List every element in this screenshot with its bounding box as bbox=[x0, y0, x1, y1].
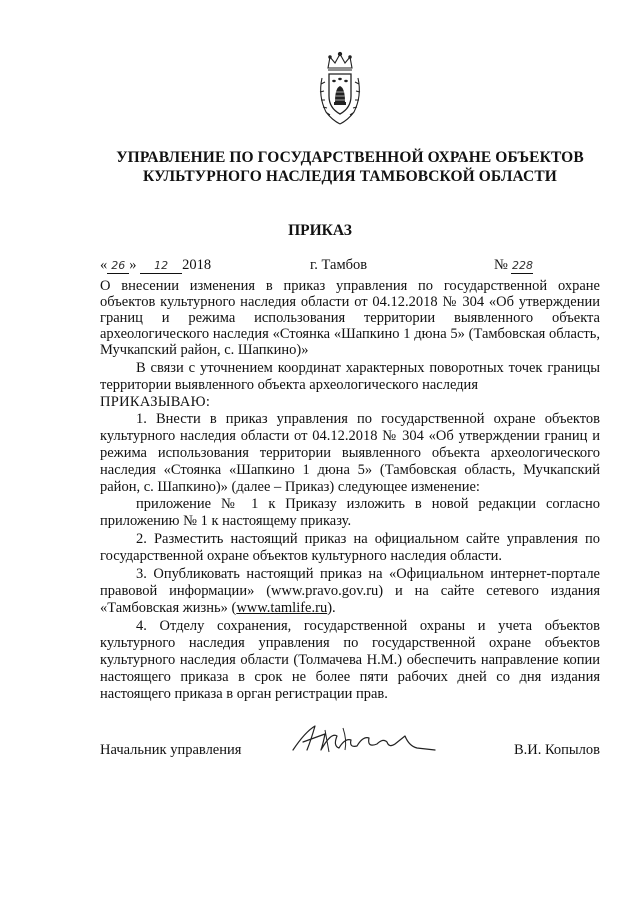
order-word: ПРИКАЗЫВАЮ: bbox=[100, 394, 211, 410]
item-1: 1. Внести в приказ управления по государственной охране объектов культурного наследия области от 04.12.2018 № 304 «Об утверждении границ и режима использования территории выявленного объекта археологического наследия «Стоянка «Шапкино 1 дюна 5» (Тамбовская область, Мучкапский район, с. Шапкино)» (далее – Приказ) следующее изменение: bbox=[100, 411, 600, 495]
preamble: В связи с уточнением координат характерных поворотных точек границы территории выявленного объекта археологического наследия bbox=[100, 360, 600, 393]
item-2: 2. Разместить настоящий приказ на официальном сайте управления по государственной охране объектов культурного наследия области. bbox=[100, 531, 600, 564]
signatory-name: В.И. Копылов bbox=[513, 742, 600, 758]
city: г. Тамбов bbox=[310, 257, 368, 273]
order-number: № 228 bbox=[494, 257, 533, 273]
organization-name: УПРАВЛЕНИЕ ПО ГОСУДАРСТВЕННОЙ ОХРАНЕ ОБЪЕКТОВ КУЛЬТУРНОГО НАСЛЕДИЯ ТАМБОВСКОЙ ОБЛАСТИ bbox=[116, 149, 584, 185]
item-3: 3. Опубликовать настоящий приказ на «Официальном интернет-портале правовой информации» (www.pravo.gov.ru) и на сайте сетевого издания «Тамбовская жизнь» (www.tamlife.ru). bbox=[100, 566, 600, 616]
order-body bbox=[100, 360, 600, 703]
order-date: « 26 » 12 2018 bbox=[100, 257, 212, 273]
order-number-value: 228 bbox=[511, 259, 533, 272]
tamlife-link[interactable]: www.tamlife.ru bbox=[236, 600, 328, 616]
signatory-position: Начальник управления bbox=[100, 742, 242, 758]
date-month: 12 bbox=[140, 259, 182, 274]
handwritten-signature-icon bbox=[285, 720, 445, 756]
coat-of-arms-icon bbox=[317, 50, 363, 128]
item-4: 4. Отделу сохранения, государственной охраны и учета объектов культурного наследия управления по государственной охране объектов культурного наследия области (Толмачева Н.М.) обеспечить направление копии настоящего приказа в срок не более пяти рабочих дней со дня издания настоящего приказа в орган регистрации прав. bbox=[100, 618, 600, 702]
order-subject: О внесении изменения в приказ управления по государственной охране объектов культурного наследия области от 04.12.2018 № 304 «Об утверждении границ и режима использования территории выявленного объекта археологического наследия «Стоянка «Шапкино 1 дюна 5» (Тамбовская область, Мучкапский район, с. Шапкино)» bbox=[100, 278, 600, 358]
item-1-sub: приложение № 1 к Приказу изложить в новой редакции согласно приложению № 1 к настоящему приказу. bbox=[100, 496, 600, 529]
document-type-title: ПРИКАЗ bbox=[288, 222, 352, 239]
date-day: 26 bbox=[107, 259, 129, 274]
date-year: 2018 bbox=[182, 257, 212, 273]
